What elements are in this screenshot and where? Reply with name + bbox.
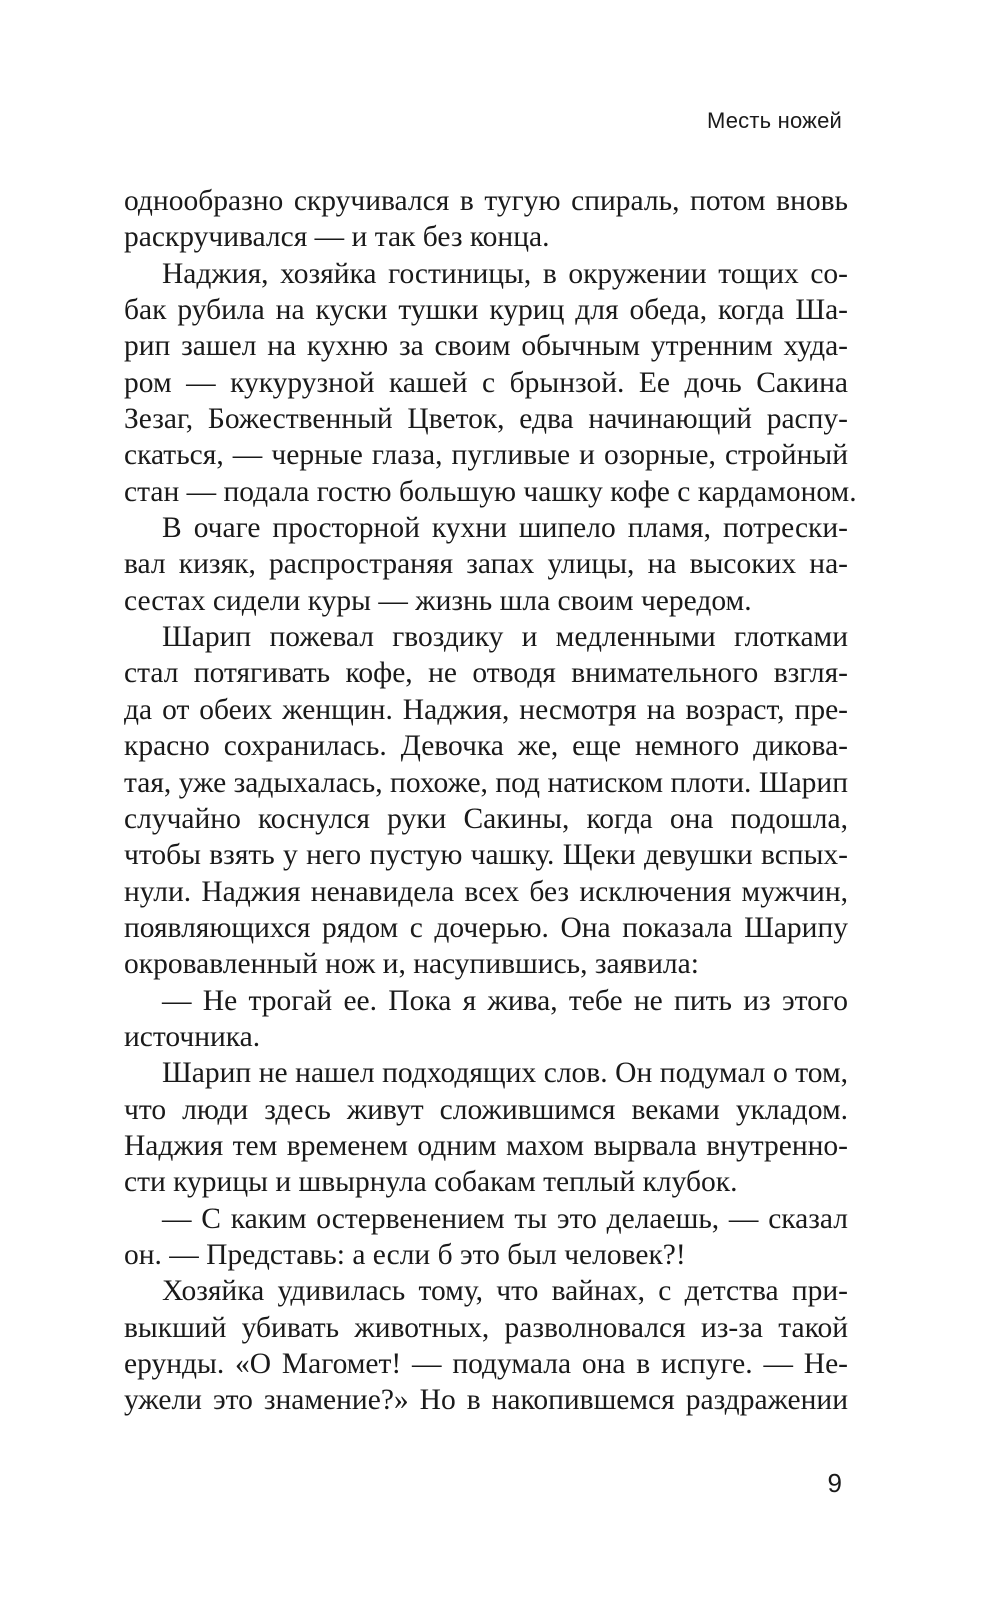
text-line: нули. Наджия ненавидела всех без исключения мужчин, (124, 875, 848, 908)
text-line: ром — кукурузной кашей с брынзой. Ее дочь Сакина (124, 366, 848, 399)
text-line: да от обеих женщин. Наджия, несмотря на возраст, пре- (124, 693, 848, 726)
text-line: чтобы взять у него пустую чашку. Щеки девушки вспых- (124, 839, 848, 872)
text-line: Хозяйка удивилась тому, что вайнах, с детства при- (162, 1275, 848, 1308)
text-line: ерунды. «О Магомет! — подумала она в испуге. — Не- (124, 1348, 848, 1380)
text-line: Шарип пожевал гвоздику и медленными глотками (162, 621, 848, 654)
text-line: тая, уже задыхалась, похоже, под натиском плоти. Шарип (124, 766, 848, 799)
text-line: вал кизяк, распространяя запах улицы, на высоких на- (124, 548, 848, 581)
text-line: источника. (124, 1020, 261, 1053)
text-line: ужели это знамение?» Но в накопившемся раздражении (124, 1384, 848, 1417)
text-line: стан — подала гостю большую чашку кофе с кардамоном. (124, 475, 857, 508)
text-line: Наджия, хозяйка гостиницы, в окружении тощих со- (162, 257, 848, 290)
text-line: окровавленный нож и, насупившись, заявила: (124, 948, 699, 981)
text-line: стал потягивать кофе, не отводя внимательного взгля- (124, 657, 848, 690)
text-line: что люди здесь живут сложившимся веками укладом. (124, 1093, 848, 1126)
text-line: В очаге просторной кухни шипело пламя, потрески- (162, 512, 848, 545)
text-line: рип зашел на кухню за своим обычным утренним худа- (124, 330, 848, 363)
text-line: Наджия тем временем одним махом вырвала внутренно- (124, 1129, 848, 1162)
page-number: 9 (827, 1468, 842, 1498)
text-line: красно сохранилась. Девочка же, еще немного дикова- (124, 730, 848, 763)
text-line: скаться, — черные глаза, пугливые и озорные, стройный (124, 439, 848, 472)
text-line: появляющихся рядом с дочерью. Она показала Шарипу (124, 911, 848, 944)
text-line: — Не трогай ее. Пока я жива, тебе не пить из этого (162, 984, 848, 1017)
text-line: бак рубила на куски тушки куриц для обеда, когда Ша- (124, 294, 848, 327)
text-line: Зезаг, Божественный Цветок, едва начинающий распу- (124, 403, 848, 436)
text-line: однообразно скручивался в тугую спираль, потом вновь (124, 185, 848, 217)
text-line: сти курицы и швырнула собакам теплый клубок. (124, 1166, 738, 1199)
text-line: он. — Представь: а если б это был человек?! (124, 1238, 686, 1271)
body-text (124, 183, 857, 1419)
text-line: сестах сидели куры — жизнь шла своим чередом. (124, 584, 752, 617)
text-line: Шарип не нашел подходящих слов. Он подумал о том, (162, 1057, 848, 1090)
text-line: раскручивался — и так без конца. (124, 221, 550, 254)
text-line: — С каким остервенением ты это делаешь, — сказал (162, 1202, 848, 1235)
text-line: выкший убивать животных, разволновался из-за такой (124, 1311, 848, 1344)
text-line: случайно коснулся руки Сакины, когда она подошла, (124, 802, 848, 835)
running-header: Месть ножей (706, 108, 842, 133)
